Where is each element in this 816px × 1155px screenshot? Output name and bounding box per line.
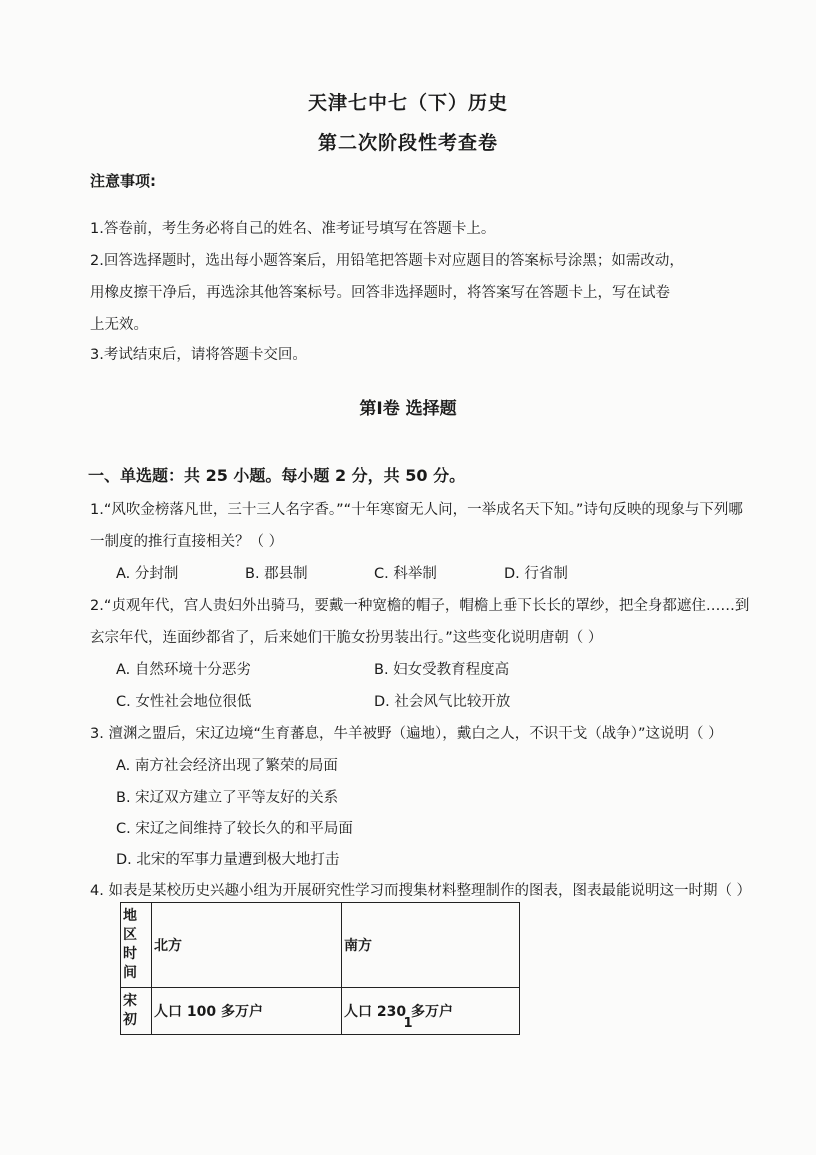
table-corner-bottom: 时间 (123, 946, 137, 981)
question-3-option-b: B. 宋辽双方建立了平等友好的关系 (116, 790, 339, 806)
notice-heading: 注意事项: (90, 172, 156, 190)
question-3-option-d: D. 北宋的军事力量遭到极大地打击 (116, 852, 340, 868)
question-1-line: 一制度的推行直接相关？（ ） (90, 534, 284, 550)
notice-item: 1.答卷前，考生务必将自己的姓名、准考证号填写在答题卡上。 (90, 221, 496, 237)
page-number: 1 (403, 1016, 413, 1031)
table-cell-south: 人口 230 多万户 (342, 988, 520, 1035)
question-4-line: 4. 如表是某校历史兴趣小组为开展研究性学习而搜集材料整理制作的图表，图表最能说明这一时期（ ） (90, 883, 752, 899)
question-1-option-d: D. 行省制 (504, 566, 568, 582)
part-title: 一、单选题：共 25 小题。每小题 2 分，共 50 分。 (88, 466, 466, 485)
question-2-line: 玄宗年代，连面纱都省了，后来她们干脆女扮男装出行。”这些变化说明唐朝（ ） (90, 630, 603, 646)
question-1-option-c: C. 科举制 (374, 566, 437, 582)
table-corner-cell (121, 903, 152, 988)
question-2-line: 2.“贞观年代，宫人贵妇外出骑马，要戴一种宽檐的帽子，帽檐上垂下长长的罩纱，把全身都遮住……到 (90, 598, 750, 614)
section-title: 第Ⅰ卷 选择题 (359, 399, 457, 419)
notice-item: 上无效。 (90, 317, 148, 333)
exam-title: 天津七中七（下）历史 (307, 92, 508, 114)
notice-item: 3.考试结束后，请将答题卡交回。 (90, 347, 307, 363)
exam-subtitle: 第二次阶段性考查卷 (317, 132, 498, 154)
question-3-option-c: C. 宋辽之间维持了较长久的和平局面 (116, 821, 353, 837)
question-3-option-a: A. 南方社会经济出现了繁荣的局面 (116, 758, 338, 774)
table-header-north: 北方 (152, 903, 342, 988)
table-cell-north: 人口 100 多万户 (152, 988, 342, 1035)
notice-item: 用橡皮擦干净后，再选涂其他答案标号。回答非选择题时，将答案写在答题卡上，写在试卷 (90, 285, 670, 301)
table-row-label: 宋初 (121, 988, 152, 1035)
question-1-line: 1.“风吹金榜落凡世，三十三人名字香。”“十年寒窗无人问，一举成名天下知。”诗句反映的现象与下列哪 (90, 502, 743, 518)
notice-item: 2.回答选择题时，选出每小题答案后，用铅笔把答题卡对应题目的答案标号涂黑；如需改动， (90, 253, 684, 269)
question-1-option-b: B. 郡县制 (245, 566, 308, 582)
question-2-option-c: C. 女性社会地位很低 (116, 694, 252, 710)
question-2-option-b: B. 妇女受教育程度高 (374, 662, 510, 678)
question-1-option-a: A. 分封制 (116, 566, 179, 582)
question-2-option-d: D. 社会风气比较开放 (374, 694, 511, 710)
table-corner-top: 地区 (123, 908, 137, 943)
question-2-option-a: A. 自然环境十分恶劣 (116, 662, 251, 678)
question-3-line: 3. 澶渊之盟后，宋辽边境“生育蕃息，牛羊被野（遍地），戴白之人，不识干戈（战争）”这说明（ ） (90, 726, 723, 742)
table-header-south: 南方 (342, 903, 520, 988)
